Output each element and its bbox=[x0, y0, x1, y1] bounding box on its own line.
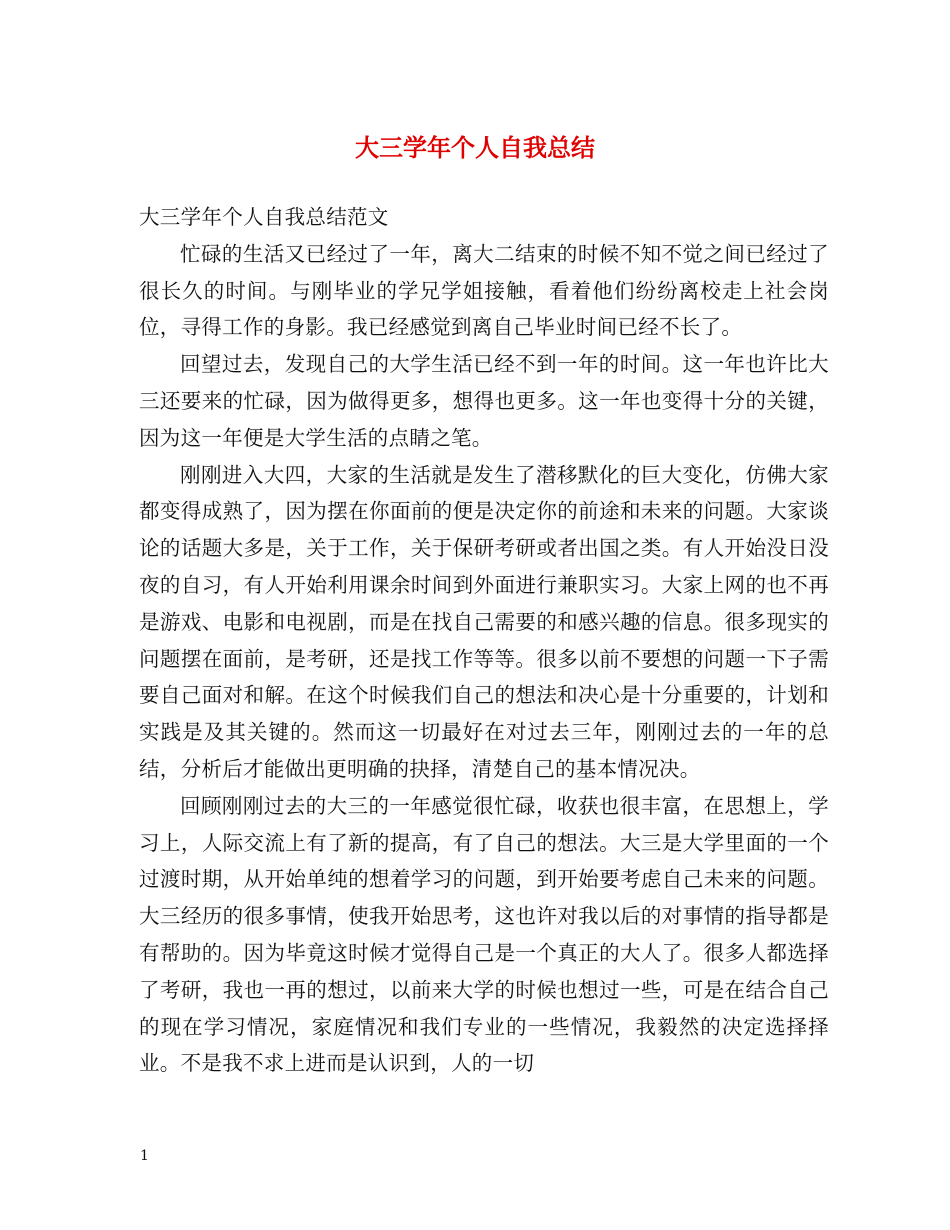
paragraph-4: 回顾刚刚过去的大三的一年感觉很忙碌，收获也很丰富，在思想上，学习上，人际交流上有了新的提高，有了自己的想法。大三是大学里面的一个过渡时期，从开始单纯的想着学习的问题，到开始要考虑自己未来的问题。大三经历的很多事情，使我开始思考，这也许对我以后的对事情的指导都是有帮助的。因为毕竟这时候才觉得自己是一个真正的大人了。很多人都选择了考研，我也一再的想过，以前来大学的时候也想过一些，可是在结合自己的现在学习情况，家庭情况和我们专业的一些情况，我毅然的决定选择择业。不是我不求上进而是认识到，人的一切 bbox=[139, 793, 829, 1076]
paragraph-3: 刚刚进入大四，大家的生活就是发生了潜移默化的巨大变化，仿佛大家都变得成熟了，因为摆在你面前的便是决定你的前途和未来的问题。大家谈论的话题大多是，关于工作，关于保研考研或者出国之类。有人开始没日没夜的自习，有人开始利用课余时间到外面进行兼职实习。大家上网的也不再是游戏、电影和电视剧，而是在找自己需要的和感兴趣的信息。很多现实的问题摆在面前，是考研，还是找工作等等。很多以前不要想的问题一下子需要自己面对和解。在这个时候我们自己的想法和决心是十分重要的，计划和实践是及其关键的。然而这一切最好在对过去三年，刚刚过去的一年的总结，分析后才能做出更明确的抉择，清楚自己的基本情况决。 bbox=[139, 462, 829, 781]
document-body bbox=[139, 199, 829, 1082]
document-title: 大三学年个人自我总结 bbox=[355, 133, 595, 162]
paragraph-1: 忙碌的生活又已经过了一年，离大二结束的时候不知不觉之间已经过了很长久的时间。与刚毕业的学兄学姐接触，看着他们纷纷离校走上社会岗位，寻得工作的身影。我已经感觉到离自己毕业时间已经不长了。 bbox=[139, 241, 829, 340]
paragraph-2: 回望过去，发现自己的大学生活已经不到一年的时间。这一年也许比大三还要来的忙碌，因为做得更多，想得也更多。这一年也变得十分的关键，因为这一年便是大学生活的点睛之笔。 bbox=[139, 352, 829, 450]
document-subtitle: 大三学年个人自我总结范文 bbox=[139, 205, 389, 229]
page-number: 1 bbox=[140, 1148, 149, 1164]
